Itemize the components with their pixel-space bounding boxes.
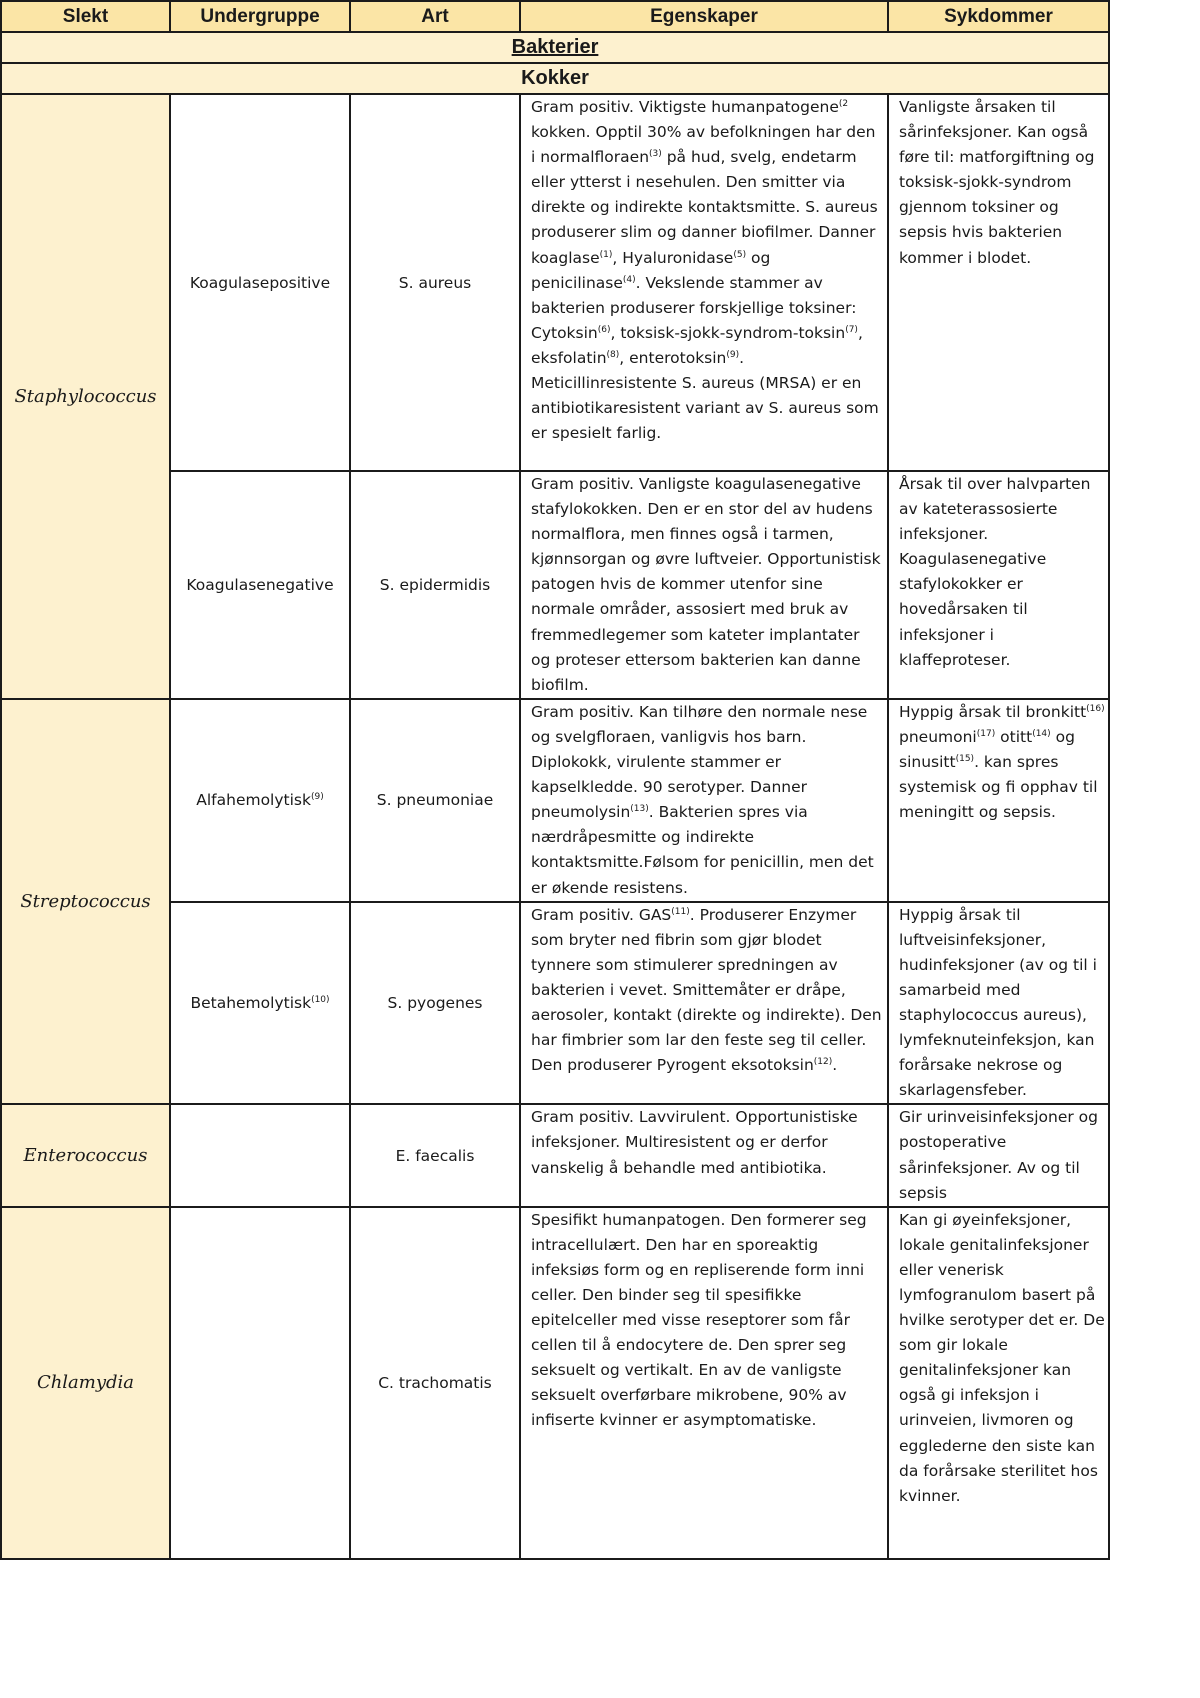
sykdommer-cell: Hyppig årsak til luftveisinfeksjoner, hudinfeksjoner (av og til i samarbeid med staphylococcus aureus), lymfeknuteinfeksjon, kan forårsake nekrose og skarlagensfeber. xyxy=(888,902,1109,1105)
table-row xyxy=(1,1104,1109,1206)
undergruppe-cell: Koagulasepositive xyxy=(170,94,350,471)
sykdommer-cell: Vanligste årsaken til sårinfeksjoner. Kan også føre til: matforgiftning og toksisk-sjokk-syndrom gjennom toksiner og sepsis hvis bakterien kommer i blodet. xyxy=(888,94,1109,471)
sykdommer-cell: Hyppig årsak til bronkitt$^{(16)}$ pneumoni$^{(17)}$ otitt$^{(14)}$ og sinusitt$^{(15)}$. kan spres systemisk og fi opphav til meningitt og sepsis. xyxy=(888,699,1109,902)
egenskaper-cell: Gram positiv. GAS$^{(11)}$. Produserer Enzymer som bryter ned fibrin som gjør blodet tynnere som stimulerer spredningen av bakterien i vevet. Smittemåter er dråpe, aerosoler, kontakt (direkte og indirekte). Den har fimbrier som lar den feste seg til celler. Den produserer Pyrogent eksotoksin$^{(12)}$. xyxy=(520,902,888,1105)
undergruppe-cell xyxy=(170,1104,350,1206)
section-title: Bakterier xyxy=(511,36,599,58)
table-row xyxy=(1,94,1109,471)
slekt-streptococcus: Streptococcus xyxy=(1,699,170,1105)
sykdommer-cell: Gir urinveisinfeksjoner og postoperative sårinfeksjoner. Av og til sepsis xyxy=(888,1104,1109,1206)
section-title-cell xyxy=(1,32,1109,63)
header-row xyxy=(1,1,1109,32)
header-undergruppe: Undergruppe xyxy=(170,1,350,32)
art-cell: S. aureus xyxy=(350,94,520,471)
art-cell: S. epidermidis xyxy=(350,471,520,699)
undergruppe-cell xyxy=(170,1207,350,1559)
sykdommer-cell: Årsak til over halvparten av kateterassosierte infeksjoner. Koagulasenegative stafylokokker er hovedårsaken til infeksjoner i klaffeproteser. xyxy=(888,471,1109,699)
slekt-chlamydia: Chlamydia xyxy=(1,1207,170,1559)
section-row xyxy=(1,32,1109,63)
slekt-staphylococcus: Staphylococcus xyxy=(1,94,170,699)
slekt-enterococcus: Enterococcus xyxy=(1,1104,170,1206)
table-row xyxy=(1,1207,1109,1559)
art-cell: S. pneumoniae xyxy=(350,699,520,902)
egenskaper-cell: Gram positiv. Kan tilhøre den normale nese og svelgfloraen, vanligvis hos barn. Diplokokk, virulente stammer er kapselkledde. 90 serotyper. Danner pneumolysin$^{(13)}$. Bakterien spres via nærdråpesmitte og indirekte kontaktsmitte.Følsom for penicillin, men det er økende resistens. xyxy=(520,699,888,902)
art-cell: C. trachomatis xyxy=(350,1207,520,1559)
sykdommer-cell: Kan gi øyeinfeksjoner, lokale genitalinfeksjoner eller venerisk lymfogranulom basert på hvilke serotyper det er. De som gir lokale genitalinfeksjoner kan også gi infeksjon i urinveien, livmoren og egglederne den siste kan da forårsake sterilitet hos kvinner. xyxy=(888,1207,1109,1559)
egenskaper-cell: Gram positiv. Vanligste koagulasenegative stafylokokken. Den er en stor del av hudens normalflora, men finnes også i tarmen, kjønnsorgan og øvre luftveier. Opportunistisk patogen hvis de kommer utenfor sine normale områder, assosiert med bruk av fremmedlegemer som kateter implantater og proteser ettersom bakterien kan danne biofilm. xyxy=(520,471,888,699)
undergruppe-cell: Alfahemolytisk$^{(9)}$ xyxy=(170,699,350,902)
header-sykdommer: Sykdommer xyxy=(888,1,1109,32)
undergruppe-cell: Koagulasenegative xyxy=(170,471,350,699)
art-cell: E. faecalis xyxy=(350,1104,520,1206)
egenskaper-cell: Gram positiv. Viktigste humanpatogene$^{(2}$ kokken. Opptil 30% av befolkningen har den i normalfloraen$^{(3)}$ på hud, svelg, endetarm eller ytterst i nesehulen. Den smitter via direkte og indirekte kontaktsmitte. S. aureus produserer slim og danner biofilmer. Danner koaglase$^{(1)}$, Hyaluronidase$^{(5)}$ og penicilinase$^{(4)}$. Vekslende stammer av bakterien produserer forskjellige toksiner: Cytoksin$^{(6)}$, toksisk-sjokk-syndrom-toksin$^{(7)}$, eksfolatin$^{(8)}$, enterotoksin$^{(9)}$. Meticillinresistente S. aureus (MRSA) er en antibiotikaresistent variant av S. aureus som er spesielt farlig. xyxy=(520,94,888,471)
art-cell: S. pyogenes xyxy=(350,902,520,1105)
undergruppe-cell: Betahemolytisk$^{(10)}$ xyxy=(170,902,350,1105)
table-row xyxy=(1,699,1109,902)
header-slekt: Slekt xyxy=(1,1,170,32)
egenskaper-cell: Spesifikt humanpatogen. Den formerer seg intracellulært. Den har en sporeaktig infeksiøs form og en repliserende form inni celler. Den binder seg til spesifikke epitelceller med visse reseptorer som får cellen til å endocytere de. Den sprer seg seksuelt og vertikalt. En av de vanligste seksuelt overførbare mikrobene, 90% av infiserte kvinner er asymptomatiske. xyxy=(520,1207,888,1559)
subsection-title: Kokker xyxy=(1,63,1109,94)
egenskaper-cell: Gram positiv. Lavvirulent. Opportunistiske infeksjoner. Multiresistent og er derfor vanskelig å behandle med antibiotika. xyxy=(520,1104,888,1206)
header-egenskaper: Egenskaper xyxy=(520,1,888,32)
header-art: Art xyxy=(350,1,520,32)
subsection-row xyxy=(1,63,1109,94)
